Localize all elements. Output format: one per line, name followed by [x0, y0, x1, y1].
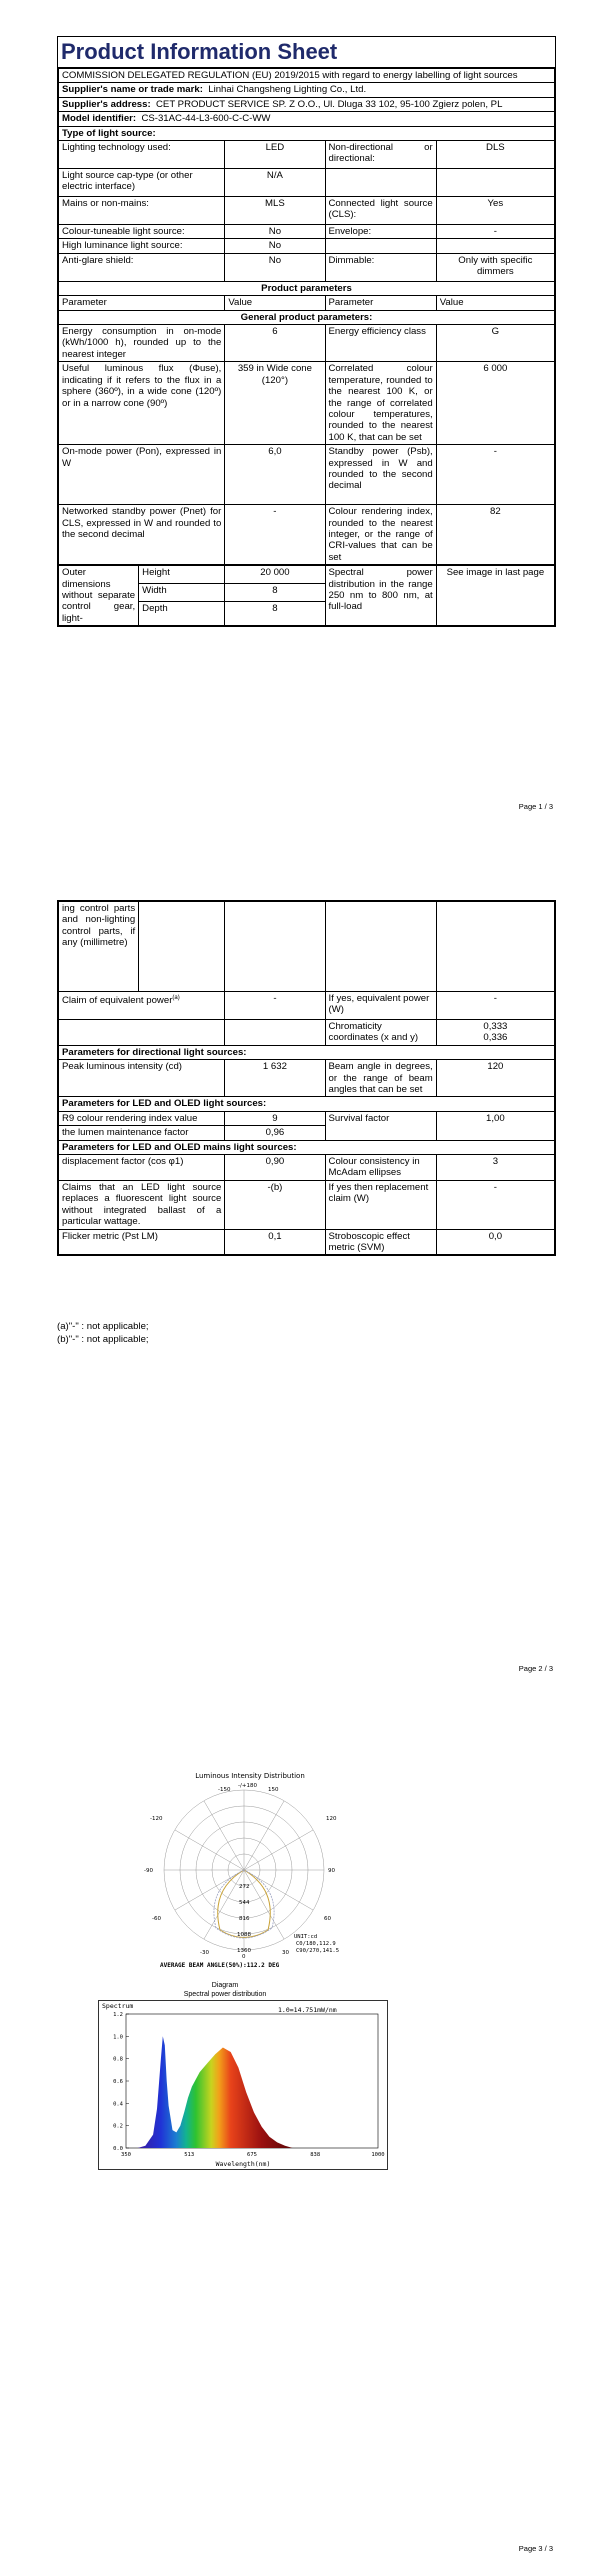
table-row: Outer dimensions without separate control gear, light- Height 20 000 Spectral power distribution in the range 250 nm to 800 nm, at full-load See image in last page [59, 566, 555, 584]
spectrum-xlabel: Wavelength(nm) [215, 2160, 271, 2168]
svg-text:150: 150 [268, 1787, 279, 1793]
info-table [58, 68, 555, 565]
luminous-intensity-polar-diagram [140, 1770, 360, 1960]
y-tick-label: 0.2 [113, 2123, 123, 2130]
supplier-address-row: Supplier's address: CET PRODUCT SERVICE SP. Z O.O., Ul. Dluga 33 102, 95-100 Zgierz polen, PL [59, 97, 555, 111]
svg-text:30: 30 [282, 1950, 289, 1956]
table-row: Peak luminous intensity (cd) 1 632 Beam angle in degrees, or the range of beam angles that can be set 120 [59, 1060, 555, 1097]
mains-heading: Parameters for LED and OLED mains light sources: [59, 1140, 555, 1154]
svg-text:120: 120 [326, 1816, 337, 1822]
svg-text:C0/180,112.9: C0/180,112.9 [296, 1941, 336, 1947]
table-row: Networked standby power (Pnet) for CLS, expressed in W and rounded to the second decimal - Colour rendering index, rounded to the nearest integer, or the range of CRI-values that can be set 82 [59, 505, 555, 565]
table-row: the lumen maintenance factor 0,96 [59, 1126, 555, 1140]
table-row: Width 8 [59, 584, 555, 602]
svg-text:0: 0 [242, 1954, 246, 1960]
table-row: Energy consumption in on-mode (kWh/1000 h), rounded up to the nearest integer 6 Energy efficiency class G [59, 325, 555, 362]
x-tick-label: 675 [247, 2152, 257, 2158]
table-row: Claims that an LED light source replaces a fluorescent light source without integrated ballast of a particular wattage. -(b) If yes then replacement claim (W) - [59, 1180, 555, 1229]
y-tick-label: 0.0 [113, 2146, 123, 2152]
table-row: On-mode power (Pon), expressed in W 6,0 Standby power (Psb), expressed in W and rounded to the second decimal - [59, 445, 555, 505]
page-number: Page 3 / 3 [518, 2544, 553, 2553]
svg-text:-90: -90 [144, 1868, 153, 1874]
table-row: Lighting technology used: LED Non-directional or directional: DLS [59, 141, 555, 169]
footnotes [57, 1320, 149, 1346]
svg-text:-/+180: -/+180 [238, 1783, 257, 1789]
info-table-continued [58, 901, 555, 1255]
svg-text:-60: -60 [152, 1916, 161, 1922]
column-header-row: Parameter Value Parameter Value [59, 296, 555, 310]
svg-text:C90/270,141.5: C90/270,141.5 [296, 1948, 340, 1954]
svg-text:UNIT:cd: UNIT:cd [294, 1934, 318, 1940]
svg-text:1360: 1360 [237, 1948, 251, 1954]
x-tick-label: 350 [121, 2152, 131, 2158]
svg-text:90: 90 [328, 1868, 335, 1874]
y-tick-label: 1.2 [113, 2012, 123, 2018]
y-tick-label: 0.4 [113, 2101, 123, 2108]
page-2 [0, 820, 603, 1700]
polar-title: Luminous Intensity Distribution [195, 1772, 305, 1780]
product-parameters-heading: Product parameters [59, 281, 555, 295]
page-number: Page 2 / 3 [518, 1664, 553, 1673]
regulation-text: COMMISSION DELEGATED REGULATION (EU) 2019/2015 with regard to energy labelling of light sources [59, 69, 555, 83]
spectrum-area [138, 2036, 293, 2148]
table-row: Anti-glare shield: No Dimmable: Only with specific dimmers [59, 253, 555, 281]
led-heading: Parameters for LED and OLED light sources: [59, 1097, 555, 1111]
y-tick-label: 0.8 [113, 2056, 123, 2063]
spectral-title: Spectral power distribution [183, 1991, 267, 1998]
table-row: Mains or non-mains: MLS Connected light source (CLS): Yes [59, 197, 555, 225]
svg-text:272: 272 [239, 1884, 250, 1890]
table-row: Light source cap-type (or other electric interface) N/A [59, 169, 555, 197]
svg-text:60: 60 [324, 1916, 331, 1922]
footnote-a: (a)"-" : not applicable; [57, 1321, 149, 1332]
info-sheet-frame-continued [57, 900, 556, 1256]
supplier-name-row: Supplier's name or trade mark: Linhai Changsheng Lighting Co., Ltd. [59, 83, 555, 97]
svg-text:-150: -150 [218, 1787, 231, 1793]
general-parameters-heading: General product parameters: [59, 310, 555, 324]
table-row: Chromaticity coordinates (x and y) 0,333 0,336 [59, 1020, 555, 1046]
page-number: Page 1 / 3 [518, 802, 553, 811]
svg-text:-30: -30 [200, 1950, 209, 1956]
info-sheet-frame [57, 36, 556, 627]
x-tick-label: 838 [310, 2152, 321, 2158]
footnote-b: (b)"-" : not applicable; [57, 1334, 149, 1345]
table-row: Depth 8 [59, 602, 555, 626]
directional-heading: Parameters for directional light sources: [59, 1045, 555, 1059]
page-1 [0, 0, 603, 820]
table-row: Colour-tuneable light source: No Envelope: - [59, 225, 555, 239]
table-row: Flicker metric (Pst LM) 0,1 Stroboscopic effect metric (SVM) 0,0 [59, 1229, 555, 1255]
table-row: displacement factor (cos φ1) 0,90 Colour consistency in McAdam ellipses 3 [59, 1155, 555, 1181]
page-3 [0, 1700, 603, 2560]
x-tick-label: 513 [184, 2152, 195, 2158]
y-tick-label: 0.6 [113, 2079, 123, 2085]
table-row: High luminance light source: No [59, 239, 555, 253]
model-identifier-row: Model identifier: CS-31AC-44-L3-600-C-C-WW [59, 112, 555, 126]
diagram-label: Diagram [211, 1982, 239, 1989]
spectral-power-chart [98, 2000, 388, 2170]
svg-text:816: 816 [239, 1916, 250, 1922]
svg-text:544: 544 [239, 1900, 250, 1906]
dimensions-table [58, 565, 555, 626]
table-row: Useful luminous flux (Φuse), indicating if it refers to the flux in a sphere (360º), in a wide cone (120º) or in a narrow cone (90º) 359 in Wide cone (120°) Correlated colour temperature, rounded to the nearest 100 K, or the range of correlated colour temperatures, rounded to the nearest 100 K, that can be set 6 000 [59, 362, 555, 445]
type-heading: Type of light source: [59, 126, 555, 140]
polar-footer: AVERAGE BEAM ANGLE(50%):112.2 DEG [160, 1962, 280, 1969]
table-row: Claim of equivalent power$^{(a)}$ - If yes, equivalent power (W) - [59, 992, 555, 1020]
spectrum-peak-note: 1.0=14.751mW/nm [278, 2006, 337, 2014]
svg-text:1088: 1088 [237, 1932, 251, 1938]
y-tick-label: 1.0 [113, 2034, 123, 2041]
table-row: ing control parts and non-lighting control parts, if any (millimetre) [59, 902, 555, 992]
page-title: Product Information Sheet [58, 37, 555, 68]
svg-text:-120: -120 [150, 1816, 163, 1822]
x-tick-label: 1000 [371, 2152, 385, 2158]
table-row: R9 colour rendering index value 9 Survival factor 1,00 [59, 1111, 555, 1125]
spectrum-ylabel: Spectrum [102, 2002, 134, 2010]
